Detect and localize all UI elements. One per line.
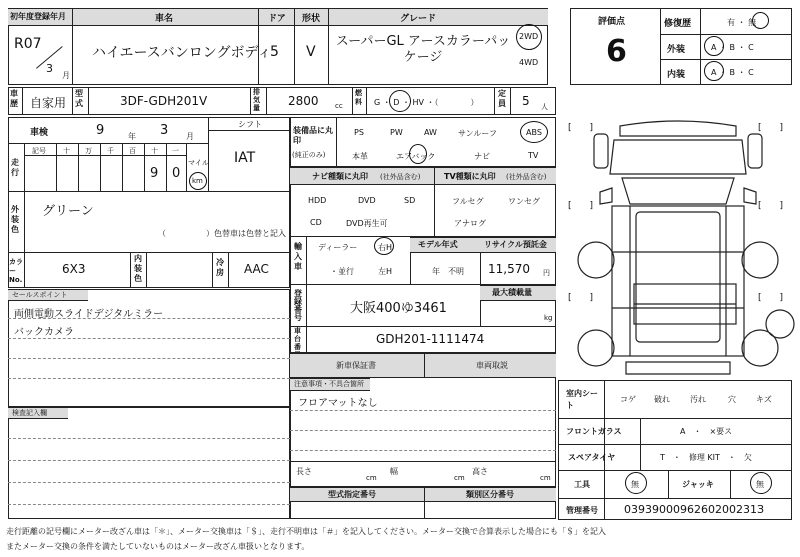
- import-label: 輸入車: [294, 242, 302, 271]
- color-value: グリーン: [42, 204, 94, 219]
- displacement-unit: cc: [335, 102, 343, 110]
- length-label: 長さ: [296, 467, 312, 476]
- drive-4wd: 4WD: [519, 58, 539, 67]
- registration-label: 登録番号: [294, 289, 302, 322]
- model-label: 型式: [75, 89, 83, 108]
- ac: AAC: [244, 262, 269, 276]
- navi-dvd: DVD: [358, 196, 376, 205]
- chassis-value: GDH201-1111474: [376, 332, 485, 346]
- footer-line-1: 走行距離の記号欄にメーター改ざん車は「＊」、メーター交換車は「＄」、走行不明車は「＃」を記入してください。メーター交換で合算表示した場合にも「＄」を記入: [6, 527, 606, 536]
- fuel-diesel-circle: [389, 90, 411, 112]
- tv-label: TV種類に丸印: [444, 172, 496, 181]
- unit-km: km: [192, 177, 203, 185]
- repair-label: 修復歴: [664, 19, 692, 29]
- inspection-year-unit: 年: [128, 132, 136, 141]
- sales-point-1: 両側電動スライドデジタルミラー: [14, 309, 164, 320]
- color-label: 外装色: [11, 205, 19, 234]
- jack-none-circle: [750, 472, 772, 494]
- airbag-circle: [409, 144, 427, 164]
- glass-label: フロントガラス: [566, 427, 622, 436]
- mgmt-label: 管理番号: [566, 506, 598, 515]
- jack-value: 無: [756, 480, 764, 489]
- mileage-label: 走行: [11, 158, 19, 177]
- interior-label: 内装: [667, 70, 686, 80]
- shape: V: [306, 44, 316, 60]
- color-no: 6X3: [62, 262, 86, 276]
- equip-airbag: エアバック: [396, 152, 436, 161]
- glass-value: A ・ ×要ス: [680, 427, 733, 436]
- shape-label: 形状: [302, 14, 321, 24]
- right-hand: 右H: [378, 243, 393, 252]
- digit-label-2: 千: [107, 147, 114, 155]
- interior-options: A ・ B ・ C: [711, 68, 754, 77]
- notes-text: フロアマットなし: [298, 398, 378, 409]
- mileage-mark-label: 記号: [32, 147, 46, 155]
- navi-dvd-play: DVD再生可: [346, 219, 388, 228]
- model: 3DF-GDH201V: [120, 94, 208, 108]
- inspector-label: 検査記入欄: [12, 409, 47, 417]
- unit-mile: マイル: [188, 159, 209, 167]
- width-unit: cm: [454, 474, 465, 482]
- capacity: 5: [522, 94, 530, 108]
- height-unit: cm: [540, 474, 551, 482]
- equip-abs: ABS: [526, 128, 542, 137]
- capacity-label: 定員: [498, 89, 506, 108]
- sales-point-2: バックカメラ: [14, 327, 74, 338]
- repair-options: 有 ・ 無: [727, 18, 757, 27]
- car-name-label: 車名: [155, 14, 174, 24]
- shift: IAT: [234, 150, 256, 166]
- rating-value: 6: [606, 34, 627, 69]
- fuel-label: 燃料: [355, 89, 362, 106]
- equip-pw: PW: [390, 128, 403, 137]
- manual: 車両取説: [476, 361, 508, 370]
- length-unit: cm: [366, 474, 377, 482]
- digit-label-5: 一: [172, 147, 179, 155]
- right-hand-circle: [374, 237, 394, 255]
- door-label: ドア: [268, 14, 286, 24]
- tv-analog: アナログ: [454, 219, 486, 228]
- seat-ana: 穴: [728, 395, 736, 404]
- displacement-label: 排気量: [253, 88, 260, 112]
- navi-label-sub: (社外品含む): [380, 173, 421, 181]
- fuel-options: G ・ D ・ HV ・（ ）: [374, 98, 479, 107]
- spare-tire-diagram: [630, 280, 800, 366]
- diag-mark-rr: [ ]: [758, 293, 784, 303]
- seat-yogore: 汚れ: [690, 395, 706, 404]
- mgmt-value: 0393900096260200231З: [624, 503, 765, 516]
- left-hand: 左H: [378, 267, 393, 276]
- usage-label: 車歴: [10, 89, 18, 108]
- drive-2wd: 2WD: [519, 32, 539, 41]
- rating-label: 評価点: [598, 17, 626, 27]
- inspection-month-unit: 月: [186, 132, 194, 141]
- displacement: 2800: [288, 94, 319, 108]
- digit-label-3: 百: [129, 147, 136, 155]
- exterior-options: A ・ B ・ C: [711, 43, 754, 52]
- diag-mark-rl: [ ]: [568, 293, 594, 303]
- navi-hdd: HDD: [308, 196, 327, 205]
- inspection-year: 9: [96, 123, 105, 138]
- usage: 自家用: [30, 96, 67, 110]
- abs-circle: [520, 121, 548, 143]
- car-name: ハイエースバンロングボディ: [92, 45, 272, 61]
- type-designation-label: 型式指定番号: [328, 490, 376, 499]
- import-parallel: ・並行: [330, 267, 354, 276]
- tv-label-sub: (社外品含む): [506, 173, 547, 181]
- jack-label: ジャッキ: [682, 480, 714, 489]
- equip-leather: 本革: [352, 152, 368, 161]
- tools-value: 無: [631, 480, 639, 489]
- class-number-label: 類別区分番号: [466, 490, 514, 499]
- ac-label: 冷房: [216, 258, 224, 277]
- spare-label: スペアタイヤ: [568, 453, 616, 462]
- diag-mark-fl: [ ]: [568, 123, 594, 133]
- chassis-label: 車台番: [294, 327, 301, 351]
- repair-none-circle: [752, 12, 769, 29]
- digit-label-1: 万: [85, 147, 92, 155]
- equip-sunroof: サンルーフ: [458, 129, 497, 138]
- digit-label-0: 十: [63, 147, 70, 155]
- color-no-label: カラーNo.: [9, 258, 23, 284]
- diag-mark-mr: [ ]: [758, 201, 784, 211]
- equipment-label: 装備品に丸印: [293, 126, 333, 145]
- seat-label: 室内シート: [566, 389, 598, 410]
- recycle-unit: 円: [543, 269, 550, 277]
- width-label: 幅: [390, 467, 398, 476]
- registration-value: 大阪400ゆ3461: [350, 301, 447, 316]
- seat-yabure: 破れ: [654, 395, 670, 404]
- first-reg-label: 初年度登録年月: [10, 12, 66, 21]
- spare-value: T ・ 修理 KIT ・ 欠: [660, 453, 752, 462]
- era-year: R07: [14, 36, 42, 52]
- inspector-box: [8, 407, 290, 519]
- sales-points-label: セールスポイント: [12, 291, 68, 299]
- recycle-value: 11,570: [488, 262, 530, 276]
- tv-oneseg: ワンセグ: [508, 197, 540, 206]
- import-dealer: ディーラー: [318, 243, 358, 252]
- model-year: 年 不明: [432, 267, 464, 276]
- doors: 5: [270, 44, 279, 60]
- capacity-unit: 人: [541, 103, 548, 111]
- tools-label: 工具: [574, 480, 590, 489]
- exterior-label: 外装: [667, 45, 686, 55]
- first-reg-month: 3: [46, 62, 53, 75]
- navi-sd: SD: [404, 196, 416, 205]
- recycle-label: リサイクル預託金: [484, 240, 547, 249]
- exterior-a-circle: [704, 36, 724, 56]
- new-car-warranty: 新車保証書: [336, 361, 376, 370]
- month-unit: 月: [62, 71, 70, 80]
- tv-fullseg: フルセグ: [452, 197, 484, 206]
- grade-label: グレード: [400, 14, 437, 24]
- notes-label: 注意事項・不具合箇所: [294, 380, 364, 388]
- max-load-unit: kg: [544, 314, 553, 322]
- inspection-month: 3: [160, 123, 169, 138]
- seat-koge: コゲ: [620, 395, 636, 404]
- equip-ps: PS: [354, 128, 364, 137]
- navi-label: ナビ種類に丸印: [312, 172, 368, 181]
- equip-aw: AW: [424, 128, 437, 137]
- footer-line-2: またメーター交換の条件を満たしていないものはメーター改ざん車扱いとなります。: [6, 542, 310, 551]
- height-label: 高さ: [472, 467, 488, 476]
- interior-color-label: 内装色: [134, 254, 142, 283]
- interior-a-circle: [704, 61, 724, 81]
- equip-navi: ナビ: [474, 152, 490, 161]
- mileage-digit-3: 9: [150, 166, 159, 181]
- navi-cd: CD: [310, 218, 322, 227]
- inspection-label: 車検: [30, 128, 49, 138]
- digit-label-4: 十: [151, 147, 158, 155]
- model-year-label: モデル年式: [418, 240, 458, 249]
- mileage-digit-4: 0: [172, 166, 181, 181]
- seat-kizu: キズ: [756, 395, 772, 404]
- diag-mark-ml: [ ]: [568, 201, 594, 211]
- grade: スーパーGL アースカラーパッケージ: [335, 34, 511, 65]
- shift-label: シフト: [238, 120, 262, 129]
- max-load-label: 最大積載量: [492, 288, 532, 297]
- color-note: （ ）色替車は色替と記入: [158, 229, 286, 238]
- equipment-sublabel: (純正のみ): [292, 151, 326, 159]
- diag-mark-fr: [ ]: [758, 123, 784, 133]
- tools-none-circle: [625, 472, 647, 494]
- equip-tv: TV: [528, 151, 539, 160]
